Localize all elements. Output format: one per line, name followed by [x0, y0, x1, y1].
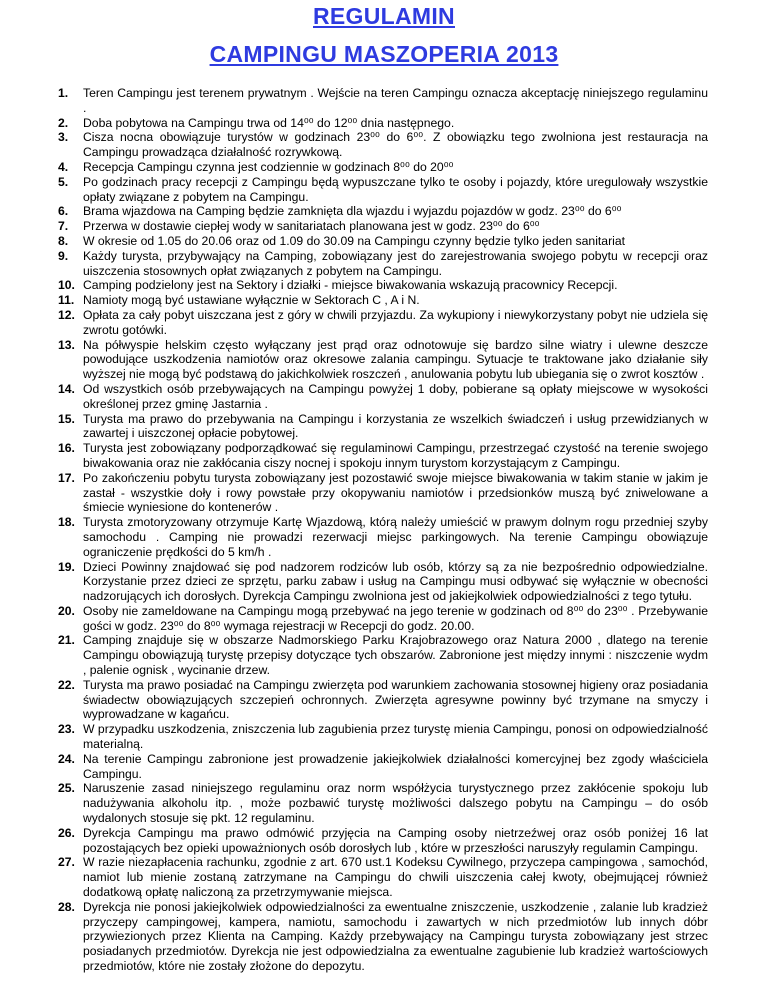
- rule-number: 26.: [58, 825, 75, 840]
- rule-number: 9.: [58, 248, 69, 263]
- rule-text: Naruszenie zasad niniejszego regulaminu oraz norm współżycia turystycznego przez zakłócenie spokoju lub nadużywania alkoholu itp. , może pozbawić turystę możliwości dalszego pobytu na Campingu – do osób wydalonych stosuje się pkt. 12 regulaminu.: [83, 781, 708, 826]
- rule-item: [0, 175, 768, 205]
- rule-number: 7.: [58, 219, 69, 234]
- rule-number: 16.: [58, 441, 75, 456]
- rule-item: [0, 633, 768, 677]
- rule-number: 4.: [58, 159, 69, 174]
- rule-number: 1.: [58, 86, 69, 100]
- rule-item: [0, 412, 768, 442]
- rule-item: [0, 382, 768, 412]
- rule-text: Dyrekcja Campingu ma prawo odmówić przyjęcia na Camping osoby nietrzeźwej oraz osób poniżej 16 lat pozostających bez opieki upoważnionych osób dorosłych lub , które w przeszłości naruszyły regulamin Campingu.: [83, 825, 708, 855]
- rule-item: [0, 471, 768, 515]
- rule-item: [0, 234, 768, 249]
- rule-item: [0, 722, 768, 752]
- rule-number: 8.: [58, 233, 69, 248]
- rule-item: [0, 130, 768, 160]
- rule-text: Namioty mogą być ustawiane wyłącznie w Sektorach C , A i N.: [83, 293, 420, 308]
- rule-number: 15.: [58, 411, 75, 426]
- rule-text: Recepcja Campingu czynna jest codziennie w godzinach 8⁰⁰ do 20⁰⁰: [83, 159, 454, 174]
- rule-number: 17.: [58, 470, 75, 485]
- rule-text: Po godzinach pracy recepcji z Campingu będą wypuszczane tylko te osoby i pojazdy, które uregulowały wszystkie opłaty związane z pobytem na Campingu.: [83, 174, 708, 204]
- rule-text: Opłata za cały pobyt uiszczana jest z góry w chwili przyjazdu. Za wykupiony i niewykorzystany pobyt nie udziela się zwrotu gotówki.: [83, 307, 708, 337]
- rule-number: 23.: [58, 722, 75, 737]
- rule-item: [0, 219, 768, 234]
- rule-number: 12.: [58, 307, 75, 322]
- rule-number: 28.: [58, 899, 75, 914]
- rule-text: Dzieci Powinny znajdować się pod nadzorem rodziców lub osób, którzy są za nie bezpośrednio odpowiedzialne. Korzystanie przez dzieci ze sprzętu, parku zabaw i usług na Campingu musi odbywać się wyłącznie w obecności nadzorujących ich dorosłych. Dyrekcja Campingu zwolniona jest od jakiejkolwiek odpowiedzialności z tego tytułu.: [83, 559, 708, 604]
- rule-text: Camping podzielony jest na Sektory i działki - miejsce biwakowania wskazują pracownicy Recepcji.: [83, 278, 618, 293]
- rule-number: 21.: [58, 633, 75, 648]
- rule-text: Dyrekcja nie ponosi jakiejkolwiek odpowiedzialności za ewentualne zniszczenie, uszkodzenie , zalanie lub kradzież przyczepy campingowej, kampera, namiotu, samochodu i zawartych w nich przedmiotów lub innych dóbr przywiezionych przez Klienta na Camping. Każdy przebywający na Campingu turysta zobowiązany jest strzec posiadanych przedmiotów. Dyrekcja nie jest odpowiedzialna za ewentualne zagubienie lub kradzież wartościowych przedmiotów, które nie zostały złożone do depozytu.: [83, 899, 708, 974]
- rule-item: [0, 86, 768, 116]
- rule-number: 22.: [58, 677, 75, 692]
- rule-number: 6.: [58, 204, 69, 219]
- rule-number: 27.: [58, 855, 75, 870]
- rule-text: Przerwa w dostawie ciepłej wody w sanitariatach planowana jest w godz. 23⁰⁰ do 6⁰⁰: [83, 219, 540, 234]
- rule-item: [0, 604, 768, 634]
- rule-number: 10.: [58, 278, 75, 293]
- rule-text: Każdy turysta, przybywający na Camping, zobowiązany jest do zarejestrowania swojego pobytu w recepcji oraz uiszczenia stosownych opłat związanych z pobytem na Campingu.: [83, 248, 708, 278]
- rule-item: [0, 160, 768, 175]
- rule-text: Od wszystkich osób przebywających na Campingu powyżej 1 doby, pobierane są opłaty miejscowe w wysokości określonej przez gminę Jastarnia .: [83, 381, 708, 411]
- rule-number: 3.: [58, 130, 69, 145]
- rule-number: 11.: [58, 293, 75, 308]
- rule-text: Turysta ma prawo posiadać na Campingu zwierzęta pod warunkiem zachowania stosownej higieny oraz posiadania świadectw obowiązujących szczepień ochronnych. Zwierzęta agresywne powinny być trzymane na smyczy i wyprowadzane w kagańcu.: [83, 677, 708, 722]
- rule-item: [0, 752, 768, 782]
- rule-text: Brama wjazdowa na Camping będzie zamknięta dla wjazdu i wyjazdu pojazdów w godz. 23⁰⁰ do 6⁰⁰: [83, 204, 622, 219]
- rule-text: Po zakończeniu pobytu turysta zobowiązany jest pozostawić swoje miejsce biwakowania w takim stanie w jakim je zastał - wszystkie doły i rowy powstałe przy okopywaniu namiotów i przedsionków muszą być zniwelowane a śmiecie wyniesione do kontenerów .: [83, 470, 708, 515]
- rule-item: [0, 678, 768, 722]
- rule-text: Teren Campingu jest terenem prywatnym . Wejście na teren Campingu oznacza akceptację niniejszego regulaminu .: [83, 86, 708, 115]
- rule-text: Turysta ma prawo do przebywania na Campingu i korzystania ze wszelkich świadczeń i usług przewidzianych w zawartej i uiszczonej opłacie pobytowej.: [83, 411, 708, 441]
- rule-text: Turysta jest zobowiązany podporządkować się regulaminowi Campingu, przestrzegać czystość na terenie swojego biwakowania oraz nie zakłócania ciszy nocnej i spokoju innym turystom korzystającym z Campingu.: [83, 441, 708, 470]
- rule-item: [0, 900, 768, 974]
- rule-item: [0, 441, 768, 471]
- rule-text: W razie niezapłacenia rachunku, zgodnie z art. 670 ust.1 Kodeksu Cywilnego, przyczepa campingowa , samochód, namiot lub mienie zostaną zatrzymane na Campingu do chwili uiszczenia całej kwoty, obejmującej również dodatkową opłatę naliczoną za przetrzymywanie miejsca.: [83, 855, 708, 900]
- rule-item: [0, 781, 768, 825]
- rule-item: [0, 515, 768, 559]
- rule-item: [0, 308, 768, 338]
- rule-number: 25.: [58, 781, 75, 796]
- rule-text: Na półwyspie helskim często wyłączany jest prąd oraz odnotowuje się bardzo silne wiatry i ulewne deszcze powodujące uszkodzenia namiotów oraz okresowe zalania campingu. Sytuacje te traktowane jako działanie siły wyższej nie mogą być podstawą do jakichkolwiek roszczeń , anulowania pobytu lub ubiegania się o zwrot kosztów .: [83, 337, 708, 382]
- rules-list: [0, 86, 768, 974]
- rule-number: 19.: [58, 559, 75, 574]
- rule-number: 13.: [58, 337, 75, 352]
- rule-item: [0, 826, 768, 856]
- rule-text: Cisza nocna obowiązuje turystów w godzinach 23⁰⁰ do 6⁰⁰. Z obowiązku tego zwolniona jest restauracja na Campingu prowadząca działalność rozrywkową.: [83, 130, 708, 160]
- rule-number: 18.: [58, 515, 75, 530]
- rule-text: Osoby nie zameldowane na Campingu mogą przebywać na jego terenie w godzinach od 8⁰⁰ do 23⁰⁰ . Przebywanie gości w godz. 23⁰⁰ do 8⁰⁰ wymaga rejestracji w Recepcji do godz. 20.00.: [83, 603, 708, 633]
- rule-text: W okresie od 1.05 do 20.06 oraz od 1.09 do 30.09 na Campingu czynny będzie tylko jeden sanitariat: [83, 233, 626, 248]
- rule-item: [0, 116, 768, 131]
- rule-item: [0, 338, 768, 382]
- rule-text: Camping znajduje się w obszarze Nadmorskiego Parku Krajobrazowego oraz Natura 2000 , dlatego na terenie Campingu obowiązują turystę przepisy dotyczące tych obszarów. Zabronione jest między innymi : niszczenie wydm , palenie ognisk , wycinanie drzew.: [83, 633, 708, 678]
- rule-item: [0, 293, 768, 308]
- rule-item: [0, 249, 768, 279]
- rule-text: Doba pobytowa na Campingu trwa od 14⁰⁰ do 12⁰⁰ dnia następnego.: [83, 115, 455, 130]
- document-title: REGULAMIN: [313, 3, 455, 29]
- rule-text: Na terenie Campingu zabronione jest prowadzenie jakiejkolwiek działalności komercyjnej bez zgody właściciela Campingu.: [83, 751, 708, 781]
- rule-item: [0, 560, 768, 604]
- rule-number: 20.: [58, 603, 75, 618]
- rule-number: 2.: [58, 115, 69, 130]
- rule-number: 5.: [58, 174, 69, 189]
- document-subtitle: CAMPINGU MASZOPERIA 2013: [209, 41, 559, 67]
- rule-text: W przypadku uszkodzenia, zniszczenia lub zagubienia przez turystę mienia Campingu, ponosi on odpowiedzialność materialną.: [83, 722, 708, 752]
- rule-number: 14.: [58, 381, 75, 396]
- rule-item: [0, 278, 768, 293]
- rule-item: [0, 204, 768, 219]
- rule-text: Turysta zmotoryzowany otrzymuje Kartę Wjazdową, którą należy umieścić w prawym dolnym rogu przedniej szyby samochodu . Camping nie prowadzi rezerwacji miejsc parkingowych. Na terenie Campingu obowiązuje ograniczenie prędkości do 5 km/h .: [83, 515, 708, 559]
- rule-number: 24.: [58, 751, 75, 766]
- rule-item: [0, 855, 768, 899]
